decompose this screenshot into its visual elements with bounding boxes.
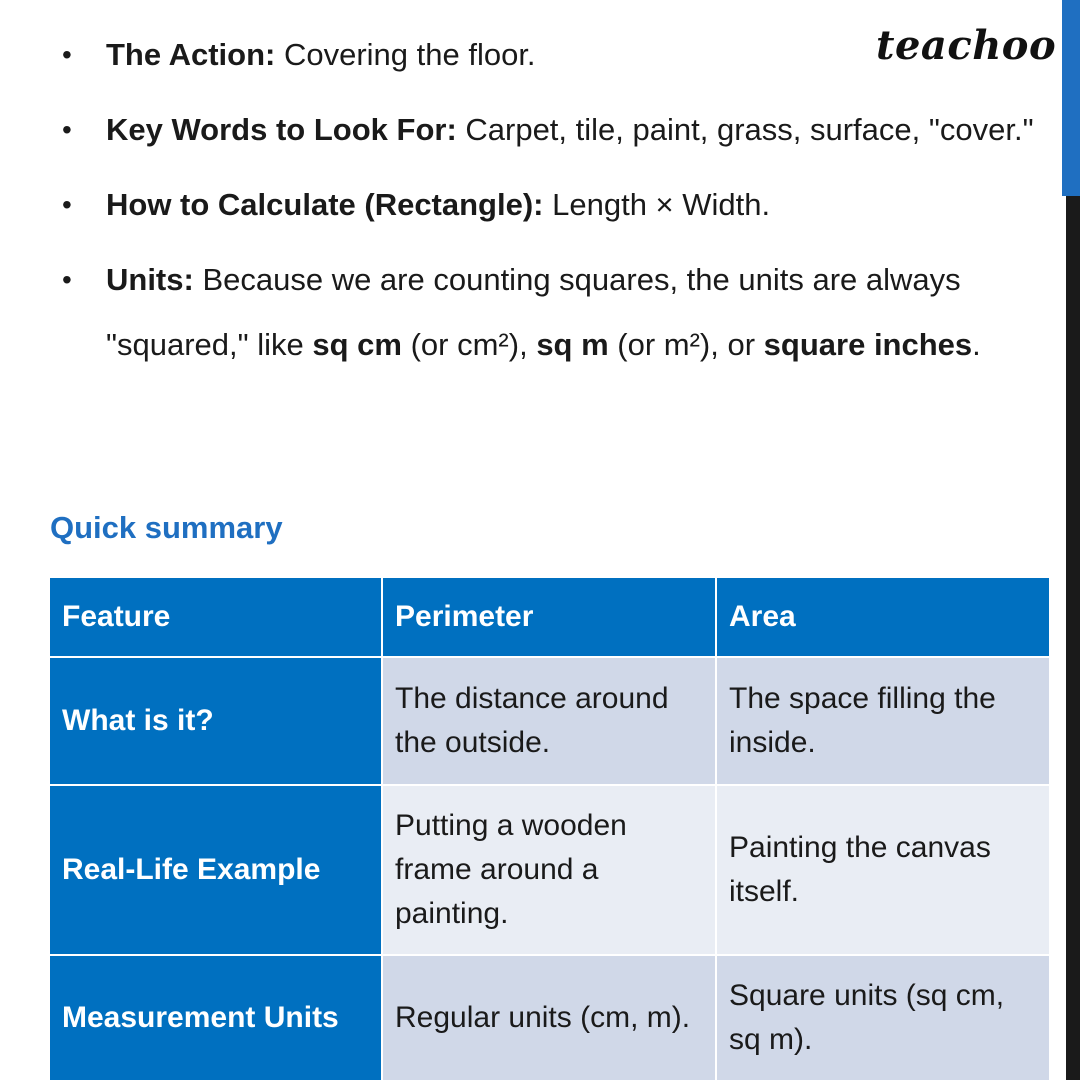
summary-title: Quick summary [50, 510, 283, 545]
edge-scrollbar[interactable] [1062, 0, 1080, 1080]
scrollbar-thumb[interactable] [1062, 0, 1080, 196]
bullet-text: Because we are counting squares, the units are always "squared," like [106, 262, 961, 362]
bullet-text: . [972, 327, 981, 362]
table-cell: Square units (sq cm, sq m). [716, 955, 1050, 1081]
bullet-text: Carpet, tile, paint, grass, surface, "cover." [456, 112, 1034, 147]
table-row [49, 785, 1050, 955]
table-cell: Painting the canvas itself. [716, 785, 1050, 955]
table-cell: The space filling the inside. [716, 657, 1050, 785]
bullet-bold: sq cm [312, 327, 402, 362]
table-header-row [49, 577, 1050, 657]
bullet-list [60, 22, 1050, 387]
teachoo-logo: teachoo [876, 22, 1057, 69]
header-area: Area [716, 577, 1050, 657]
table-cell: Regular units (cm, m). [382, 955, 716, 1081]
bullet-text: Covering the floor. [275, 37, 536, 72]
bullet-bold: sq m [536, 327, 609, 362]
table-row [49, 955, 1050, 1081]
table-row [49, 657, 1050, 785]
header-perimeter: Perimeter [382, 577, 716, 657]
bullet-action [60, 22, 1050, 87]
row-header: Real-Life Example [49, 785, 382, 955]
bullet-text: (or cm²), [402, 327, 537, 362]
summary-table [48, 576, 1051, 1082]
row-header: What is it? [49, 657, 382, 785]
table-cell: The distance around the outside. [382, 657, 716, 785]
bullet-label: Units: [106, 262, 194, 297]
bullet-calculate [60, 172, 1050, 237]
bullet-bold: square inches [763, 327, 973, 362]
bullet-label: Key Words to Look For: [106, 112, 457, 147]
bullet-text: (or m²), or [608, 327, 764, 362]
bullet-units [60, 247, 1050, 377]
bullet-keywords [60, 97, 1050, 162]
row-header: Measurement Units [49, 955, 382, 1081]
bullet-label: The Action: [106, 37, 276, 72]
bullet-label: How to Calculate (Rectangle): [106, 187, 544, 222]
bullet-text: Length × Width. [543, 187, 771, 222]
header-feature: Feature [49, 577, 382, 657]
table-cell: Putting a wooden frame around a painting. [382, 785, 716, 955]
